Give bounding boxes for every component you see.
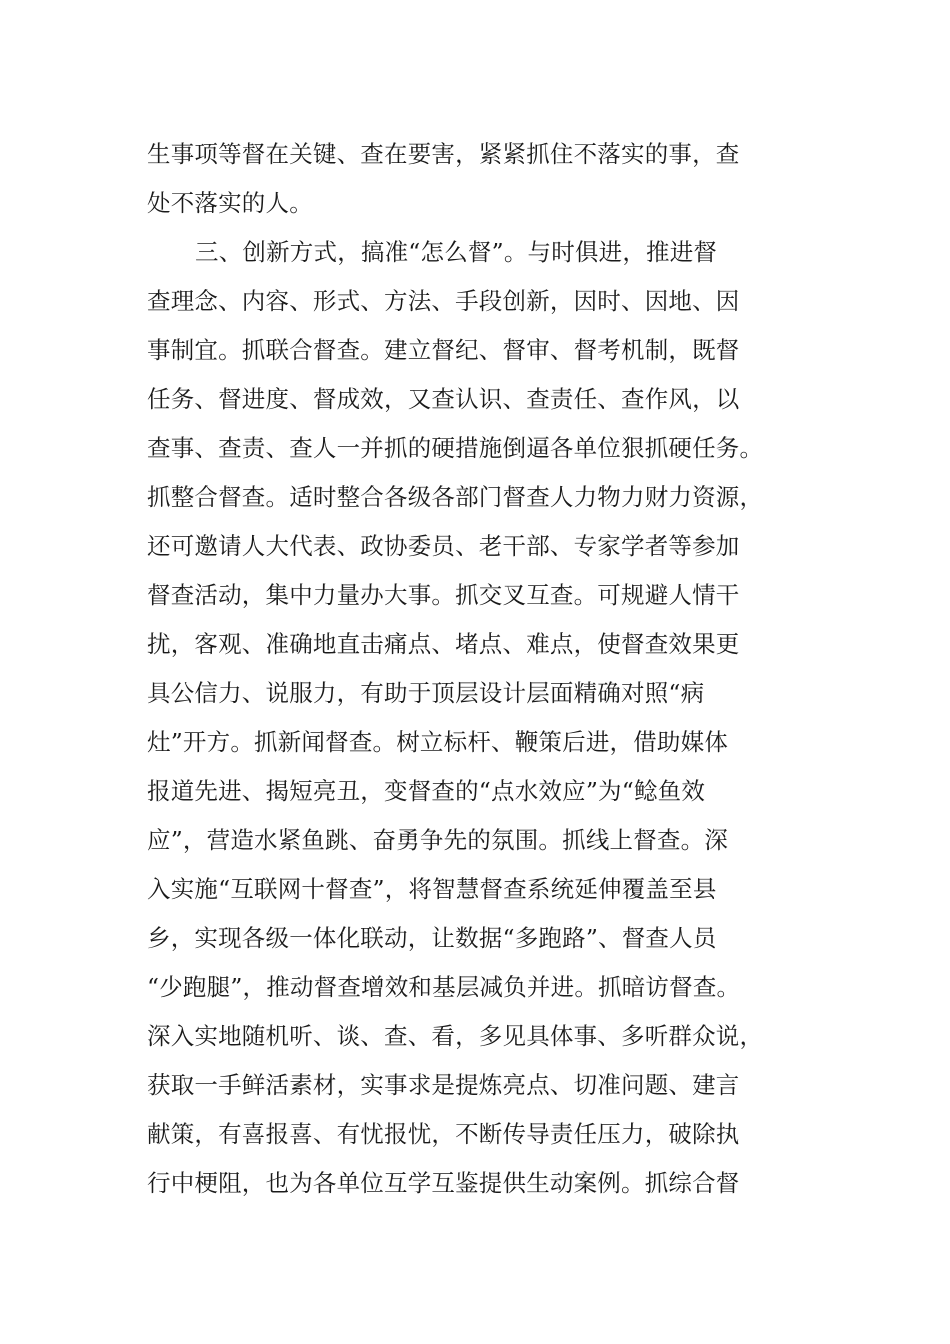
text-line: 任务、督进度、督成效，又查认识、查责任、查作风，以 — [147, 385, 740, 413]
text-line: 还可邀请人大代表、政协委员、老干部、专家学者等参加 — [147, 532, 740, 560]
text-line: 生事项等督在关键、查在要害，紧紧抓住不落实的事，查 — [147, 140, 740, 168]
text-line: 查理念、内容、形式、方法、手段创新，因时、因地、因 — [147, 287, 740, 315]
text-line: 处不落实的人。 — [147, 189, 313, 217]
text-line: “少跑腿”，推动督查增效和基层减负并进。抓暗访督查。 — [147, 973, 741, 1001]
text-line: 献策，有喜报喜、有忧报忧，不断传导责任压力，破除执 — [147, 1120, 740, 1148]
text-line: 具公信力、说服力，有助于顶层设计层面精确对照“病 — [147, 679, 705, 707]
text-line: 深入实地随机听、谈、查、看，多见具体事、多听群众说， — [147, 1022, 764, 1050]
text-line: 督查活动，集中力量办大事。抓交叉互查。可规避人情干 — [147, 581, 740, 609]
text-line: 应”，营造水紧鱼跳、奋勇争先的氛围。抓线上督查。深 — [147, 826, 729, 854]
text-line: 事制宜。抓联合督查。建立督纪、督审、督考机制，既督 — [147, 336, 740, 364]
text-line: 扰，客观、准确地直击痛点、堵点、难点，使督查效果更 — [147, 630, 740, 658]
text-line: 行中梗阻，也为各单位互学互鉴提供生动案例。抓综合督 — [147, 1169, 740, 1197]
text-line: 乡，实现各级一体化联动，让数据“多跑路”、督查人员 — [147, 924, 717, 952]
text-line: 获取一手鲜活素材，实事求是提炼亮点、切准问题、建言 — [147, 1071, 740, 1099]
text-line: 查事、查责、查人一并抓的硬措施倒逼各单位狠抓硬任务。 — [147, 434, 764, 462]
text-line: 报道先进、揭短亮丑，变督查的“点水效应”为“鲶鱼效 — [147, 777, 706, 805]
text-line: 灶”开方。抓新闻督查。树立标杆、鞭策后进，借助媒体 — [147, 728, 729, 756]
text-line: 入实施“互联网十督查”，将智慧督查系统延伸覆盖至县 — [147, 875, 717, 903]
body-text — [147, 130, 807, 1208]
section-heading-line: 三、创新方式，搞准“怎么督”。与时俱进，推进督 — [195, 238, 718, 266]
text-line: 抓整合督查。适时整合各级各部门督查人力物力财力资源， — [147, 483, 764, 511]
